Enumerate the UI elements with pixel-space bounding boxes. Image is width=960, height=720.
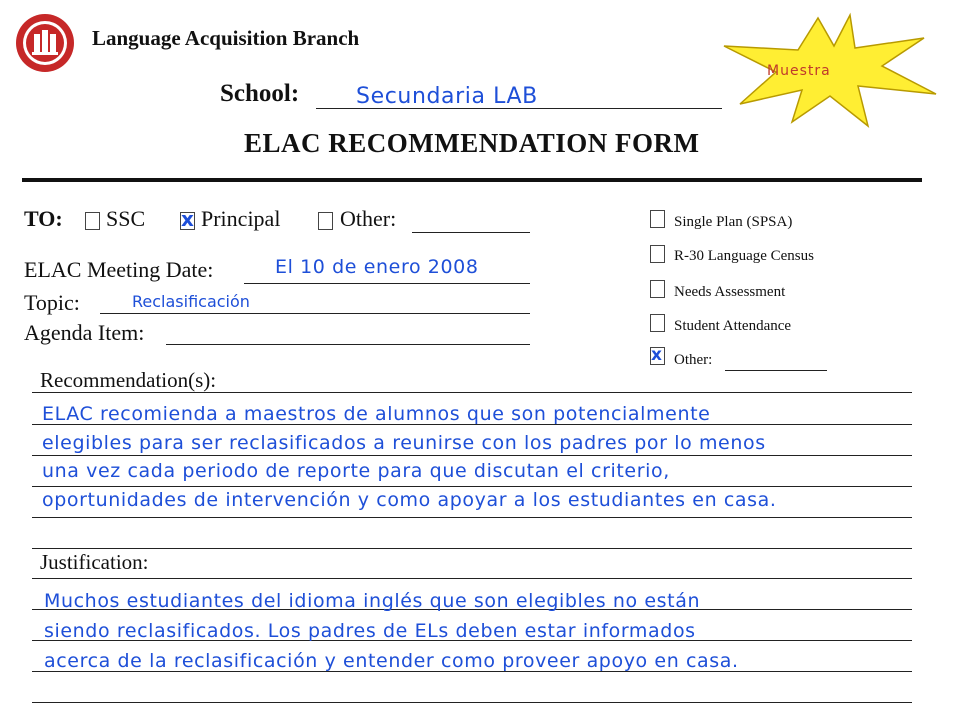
to-ssc-checkbox[interactable] [85, 212, 100, 230]
form-title: ELAC RECOMMENDATION FORM [244, 128, 700, 158]
rec-line-0 [32, 392, 912, 393]
topic-label: Topic: [24, 290, 80, 315]
other-line [725, 370, 827, 371]
justification-text-0[interactable]: Muchos estudiantes del idioma inglés que son elegibles no están [44, 590, 701, 612]
school-value[interactable]: Secundaria LAB [356, 84, 538, 109]
needs-assessment-checkbox[interactable] [650, 280, 665, 298]
meeting-date-line [244, 283, 530, 284]
rec-line-3 [32, 486, 912, 487]
attendance-checkbox[interactable] [650, 314, 665, 332]
to-other-checkbox[interactable] [318, 212, 333, 230]
header-divider [22, 178, 922, 182]
just-line-0 [32, 578, 912, 579]
recommendation-text-0[interactable]: ELAC recomienda a maestros de alumnos que son potencialmente [42, 403, 711, 425]
justification-label: Justification: [40, 550, 149, 574]
attendance-label: Student Attendance [674, 318, 792, 334]
other-mark: x [651, 345, 662, 365]
justification-text-2[interactable]: acerca de la reclasificación y entender como proveer apoyo en casa. [44, 650, 739, 672]
meeting-date-value[interactable]: El 10 de enero 2008 [275, 256, 479, 278]
stamp-text: Muestra [767, 63, 831, 79]
needs-assessment-label: Needs Assessment [674, 284, 786, 300]
other-label: Other: [674, 352, 713, 368]
topic-value[interactable]: Reclasificación [132, 292, 250, 311]
to-label: TO: [24, 206, 63, 231]
branch-title: Language Acquisition Branch [92, 26, 360, 50]
recommendation-text-1[interactable]: elegibles para ser reclasificados a reunirse con los padres por lo menos [42, 432, 766, 454]
agenda-item-label: Agenda Item: [24, 320, 145, 345]
topic-line [100, 313, 530, 314]
recommendation-text-3[interactable]: oportunidades de intervención y como apoyar a los estudiantes en casa. [42, 489, 777, 511]
district-seal-icon [14, 12, 76, 74]
rec-line-4 [32, 517, 912, 518]
to-principal-label: Principal [201, 206, 281, 231]
spsa-label: Single Plan (SPSA) [674, 214, 793, 230]
to-other-line [412, 232, 530, 233]
to-ssc-label: SSC [106, 206, 146, 231]
meeting-date-label: ELAC Meeting Date: [24, 257, 214, 282]
to-other-label: Other: [340, 206, 397, 231]
to-principal-mark: x [181, 207, 194, 231]
just-line-4 [32, 702, 912, 703]
justification-text-1[interactable]: siendo reclasificados. Los padres de ELs deben estar informados [44, 620, 696, 642]
recommendation-label: Recommendation(s): [40, 368, 217, 392]
rec-line-2 [32, 455, 912, 456]
agenda-item-line [166, 344, 530, 345]
rec-line-5 [32, 548, 912, 549]
recommendation-text-2[interactable]: una vez cada periodo de reporte para que discutan el criterio, [42, 460, 670, 482]
spsa-checkbox[interactable] [650, 210, 665, 228]
r30-label: R-30 Language Census [674, 248, 814, 264]
school-label: School: [220, 80, 300, 107]
sample-stamp [712, 10, 942, 130]
r30-checkbox[interactable] [650, 245, 665, 263]
